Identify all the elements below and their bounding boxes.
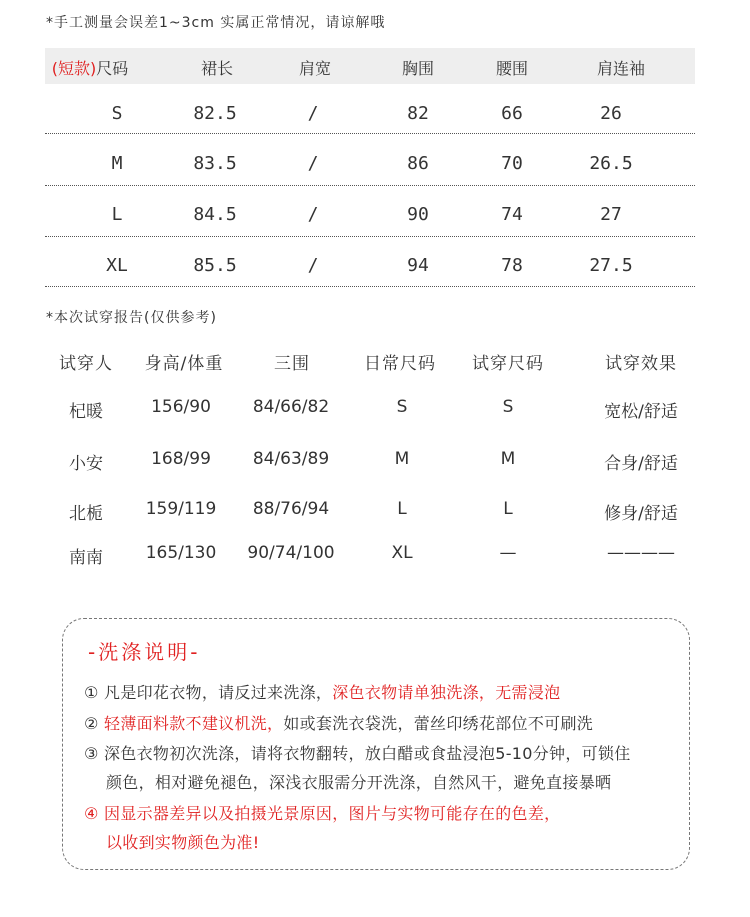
size-label: XL [106,255,128,276]
waist-value: 74 [501,204,523,225]
skirt-length-value: 83.5 [193,153,237,174]
wash-instruction-3-cont: 颜色，相对避免褪色，深浅衣服需分开洗涤，自然风干，避免直接暴晒 [106,773,612,792]
waist-value: 70 [501,153,523,174]
waist-value: 66 [501,103,523,124]
skirt-length-header: 裙长 [200,59,234,78]
size-row [45,242,695,292]
height-weight-value: 168/99 [151,449,211,469]
short-style-tag: (短款) [51,59,97,78]
fit-effect-header: 试穿效果 [605,354,677,374]
daily-size-value: M [394,449,410,469]
wash-instructions-title: -洗涤说明- [88,640,201,664]
sleeve-value: 26.5 [589,153,633,174]
shoulder-value: / [307,103,319,124]
shoulder-value: / [307,153,319,174]
daily-size-value: S [396,397,408,417]
daily-size-value: L [397,499,407,519]
fit-effect-value: ———— [607,543,675,563]
bust-value: 94 [407,255,429,276]
sleeve-value: 26 [600,103,622,124]
height-weight-value: 159/119 [145,499,217,519]
size-table-header [45,48,695,84]
tester-header: 试穿人 [59,354,113,374]
size-label: L [111,204,123,225]
height-weight-value: 165/130 [145,543,217,563]
tester-name: 北栀 [69,504,103,524]
waist-value: 78 [501,255,523,276]
bust-header: 胸围 [401,59,435,78]
row-divider [45,185,695,186]
fit-effect-value: 合身/舒适 [604,454,678,474]
measurements-value: 84/66/82 [252,397,330,417]
sleeve-value: 27.5 [589,255,633,276]
daily-size-header: 日常尺码 [364,354,436,374]
trial-size-value: S [502,397,514,417]
row-divider [45,236,695,237]
trial-size-value: L [503,499,513,519]
measurements-value: 88/76/94 [252,499,330,519]
skirt-length-value: 84.5 [193,204,237,225]
skirt-length-value: 82.5 [193,103,237,124]
fit-effect-value: 修身/舒适 [604,504,678,524]
skirt-length-value: 85.5 [193,255,237,276]
size-row [45,140,695,190]
sleeve-value: 27 [600,204,622,225]
trial-size-value: — [499,543,517,563]
size-row [45,191,695,241]
wash-instruction-4-cont: 以收到实物颜色为准! [106,833,260,852]
trial-size-value: M [500,449,516,469]
measurements-value: 90/74/100 [247,543,335,563]
shoulder-value: / [307,255,319,276]
height-weight-header: 身高/体重 [144,354,224,374]
wash-instruction-1: ① 凡是印花衣物，请反过来洗涤，深色衣物请单独洗涤，无需浸泡 [84,683,561,702]
wash-instruction-4: ④ 因显示器差异以及拍摄光景原因，图片与实物可能存在的色差， [84,804,561,823]
trial-size-header: 试穿尺码 [472,354,544,374]
measurement-error-note: *手工测量会误差1~3cm 实属正常情况，请谅解哦 [46,15,386,31]
shoulder-header: 肩宽 [298,59,332,78]
measurements-header: 三围 [274,354,310,374]
sleeve-header: 肩连袖 [596,59,646,78]
waist-header: 腰围 [495,59,529,78]
size-label: M [111,153,123,174]
tester-name: 小安 [69,454,103,474]
tester-name: 南南 [69,548,103,568]
bust-value: 90 [407,204,429,225]
bust-value: 82 [407,103,429,124]
row-divider [45,286,695,287]
tester-name: 杞暖 [69,402,103,422]
row-divider [45,133,695,134]
height-weight-value: 156/90 [151,397,211,417]
trial-report-note: *本次试穿报告(仅供参考) [46,310,217,326]
wash-instruction-3: ③ 深色衣物初次洗涤，请将衣物翻转，放白醋或食盐浸泡5-10分钟，可锁住 [84,744,631,763]
fit-effect-value: 宽松/舒适 [604,402,678,422]
daily-size-value: XL [391,543,413,563]
size-label: S [111,103,123,124]
shoulder-value: / [307,204,319,225]
measurements-value: 84/63/89 [252,449,330,469]
bust-value: 86 [407,153,429,174]
wash-instruction-2: ② 轻薄面料款不建议机洗，如或套洗衣袋洗，蕾丝印绣花部位不可刷洗 [84,714,594,733]
size-col-header: (短款)尺码 [51,59,129,78]
